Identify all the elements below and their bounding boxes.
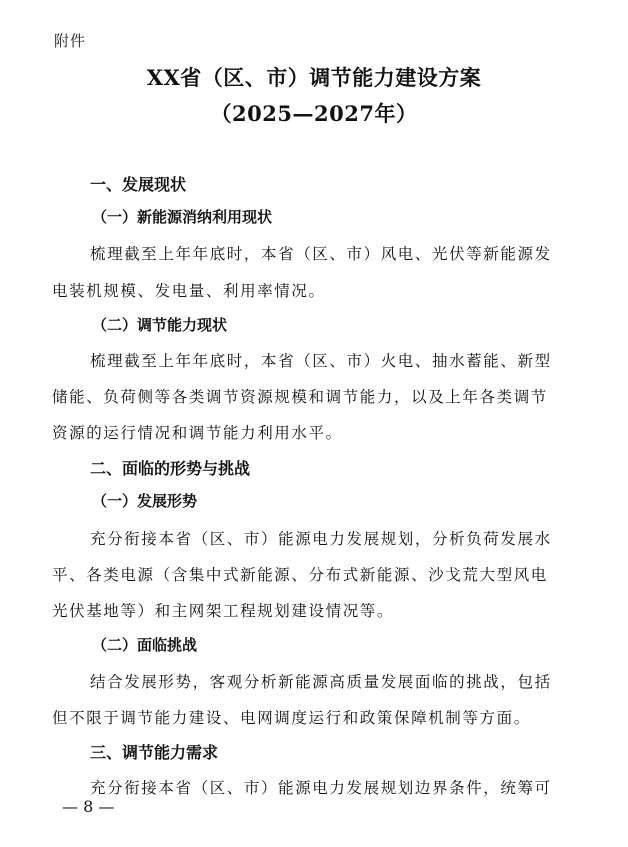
subsection-heading-1-2: （二）调节能力现状 — [92, 316, 228, 334]
paragraph-line: 平、各类电源（含集中式新能源、分布式新能源、沙戈荒大型风电 — [52, 566, 548, 584]
paragraph-line: 资源的运行情况和调节能力利用水平。 — [52, 424, 343, 442]
section-heading-3: 三、调节能力需求 — [90, 743, 219, 762]
subsection-heading-1-1: （一）新能源消纳利用现状 — [92, 208, 273, 226]
paragraph-line: 充分衔接本省（区、市）能源电力发展规划，分析负荷发展水 — [90, 530, 552, 548]
paragraph-line: 梳理截至上年年底时，本省（区、市）火电、抽水蓄能、新型 — [90, 352, 552, 370]
paragraph-line: 充分衔接本省（区、市）能源电力发展规划边界条件，统筹可 — [90, 779, 552, 797]
document-title-years: （2025—2027年） — [210, 101, 418, 126]
paragraph-line: 结合发展形势，客观分析新能源高质量发展面临的挑战，包括 — [90, 673, 552, 691]
section-heading-1: 一、发展现状 — [90, 175, 187, 194]
paragraph-line: 光伏基地等）和主网架工程规划建设情况等。 — [52, 602, 395, 620]
paragraph-line: 电装机规模、发电量、利用率情况。 — [52, 282, 326, 300]
subsection-heading-2-2: （二）面临挑战 — [92, 636, 198, 654]
paragraph-line: 储能、负荷侧等各类调节资源规模和调节能力，以及上年各类调节 — [52, 388, 548, 406]
document-title: XX省（区、市）调节能力建设方案 — [146, 65, 482, 90]
subsection-heading-2-1: （一）发展形势 — [92, 492, 198, 510]
paragraph-line: 但不限于调节能力建设、电网调度运行和政策保障机制等方面。 — [52, 709, 531, 727]
paragraph-line: 梳理截至上年年底时，本省（区、市）风电、光伏等新能源发 — [90, 245, 552, 263]
section-heading-2: 二、面临的形势与挑战 — [90, 459, 251, 478]
page-number: — 8 — — [62, 797, 115, 816]
attachment-label: 附件 — [54, 32, 87, 50]
